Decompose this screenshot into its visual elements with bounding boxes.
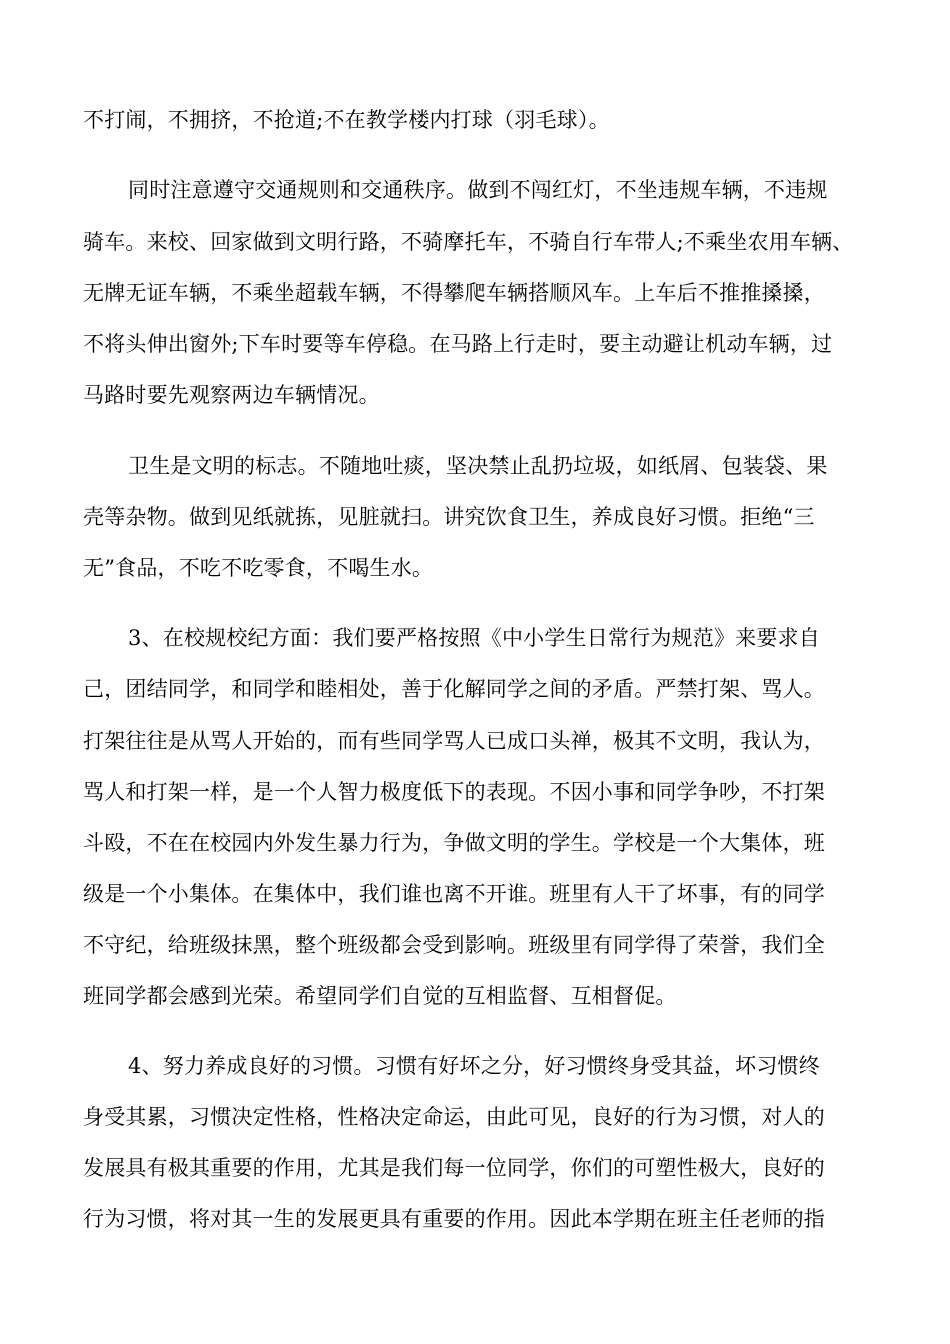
paragraph-2-line-5: 马路时要先观察两边车辆情况。 bbox=[83, 383, 380, 407]
paragraph-4-line-1: 3、在校规校纪方面：我们要严格按照《中小学生日常行为规范》来要求自 bbox=[128, 626, 820, 650]
paragraph-5-line-3: 发展具有极其重要的作用，尤其是我们每一位同学，你们的可塑性极大，良好的 bbox=[83, 1156, 825, 1180]
paragraph-4-line-3: 打架往往是从骂人开始的，而有些同学骂人已成口头禅，极其不文明，我认为， bbox=[83, 729, 825, 753]
paragraph-4-line-2: 己，团结同学，和同学和睦相处，善于化解同学之间的矛盾。严禁打架、骂人。 bbox=[83, 677, 825, 701]
paragraph-3-line-3: 无”食品，不吃不吃零食，不喝生水。 bbox=[83, 556, 434, 580]
paragraph-4-line-4: 骂人和打架一样，是一个人智力极度低下的表现。不因小事和同学争吵，不打架 bbox=[83, 780, 825, 804]
paragraph-1-line-1: 不打闹，不拥挤，不抢道;不在教学楼内打球（羽毛球）。 bbox=[83, 108, 610, 132]
paragraph-4-line-7: 不守纪，给班级抹黑，整个班级都会受到影响。班级里有同学得了荣誉，我们全 bbox=[83, 933, 825, 957]
paragraph-3-line-2: 壳等杂物。做到见纸就拣，见脏就扫。讲究饮食卫生，养成良好习惯。拒绝“三 bbox=[83, 505, 815, 529]
paragraph-2-line-2: 骑车。来校、回家做到文明行路，不骑摩托车，不骑自行车带人;不乘坐农用车辆、 bbox=[83, 230, 854, 254]
paragraph-4-line-5: 斗殴，不在在校园内外发生暴力行为，争做文明的学生。学校是一个大集体，班 bbox=[83, 831, 825, 855]
paragraph-5-line-2: 身受其累，习惯决定性格，性格决定命运，由此可见，良好的行为习惯，对人的 bbox=[83, 1105, 825, 1129]
paragraph-2-line-3: 无牌无证车辆，不乘坐超载车辆，不得攀爬车辆搭顺风车。上车后不推推搡搡， bbox=[83, 281, 825, 305]
paragraph-3-line-1: 卫生是文明的标志。不随地吐痰，坚决禁止乱扔垃圾，如纸屑、包装袋、果 bbox=[128, 454, 828, 478]
paragraph-2-line-4: 不将头伸出窗外;下车时要等车停稳。在马路上行走时，要主动避让机动车辆，过 bbox=[83, 332, 833, 356]
paragraph-4-line-8: 班同学都会感到光荣。希望同学们自觉的互相监督、互相督促。 bbox=[83, 984, 677, 1008]
paragraph-4-line-6: 级是一个小集体。在集体中，我们谁也离不开谁。班里有人干了坏事，有的同学 bbox=[83, 882, 825, 906]
paragraph-2-line-1: 同时注意遵守交通规则和交通秩序。做到不闯红灯，不坐违规车辆，不违规 bbox=[128, 178, 828, 202]
paragraph-5-line-4: 行为习惯，将对其一生的发展更具有重要的作用。因此本学期在班主任老师的指 bbox=[83, 1207, 825, 1231]
paragraph-5-line-1: 4、努力养成良好的习惯。习惯有好坏之分，好习惯终身受其益，坏习惯终 bbox=[128, 1054, 820, 1078]
